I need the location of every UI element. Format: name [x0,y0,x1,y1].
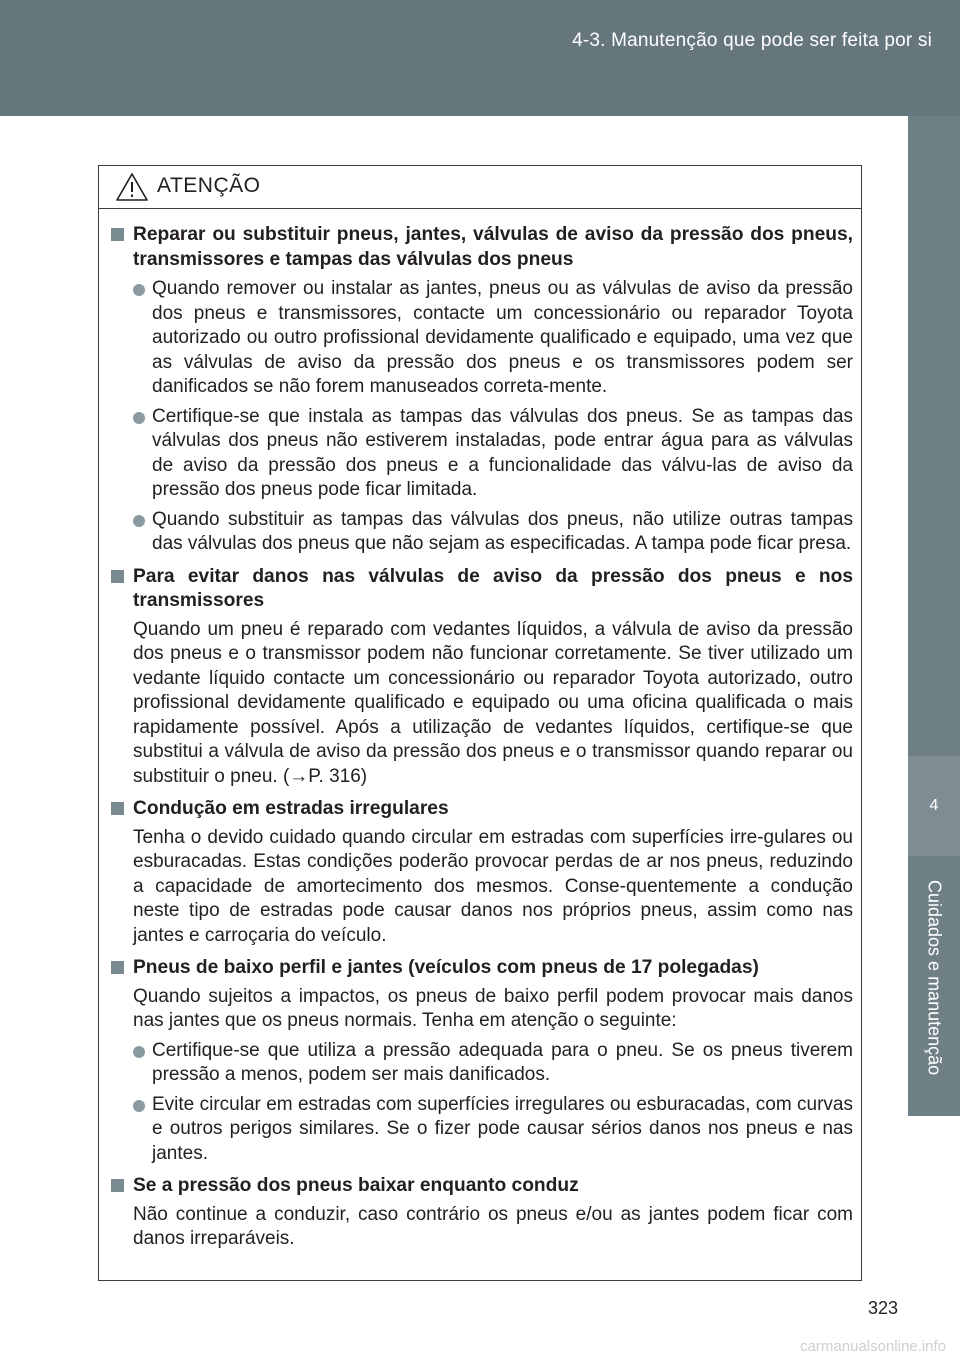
bullet-text: Certifique-se que instala as tampas das válvulas dos pneus. Se as tampas das válvulas dos pneus não estiverem instaladas, pode entrar água para as válvulas de aviso da pressão dos pneus e a funcionalidade das válvu-las de aviso da pressão dos pneus pode ficar limitada. [152,405,853,500]
bullet-text: Certifique-se que utiliza a pressão adequada para o pneu. Se os pneus tiverem pressão a menos, podem ser mais danificados. [152,1039,853,1085]
warning-content [99,209,861,1252]
section-repair [107,223,853,557]
section-low-profile [107,956,853,1166]
round-bullet-icon [133,1100,145,1112]
section-title [107,565,853,614]
section-title [107,1174,853,1199]
section-text: Quando um pneu é reparado com vedantes líquidos, a válvula de aviso da pressão dos pneus e o transmissor podem não funcionar corretamente. Se tiver utilizado um vedante líquido contacte um concessionário ou reparador Toyota autorizado, outro profissional devidamente qualificado e equipado ou uma oficina qualificada o mais rapidamente possível. Após a utilização de vedantes líquidos, certifique-se que substitui a válvula de aviso da pressão dos pneus e o transmissor quando reparar ou substituir o pneu. (→P. 316) [133,618,853,787]
section-pressure-drop [107,1174,853,1252]
section-title-text: Reparar ou substituir pneus, jantes, válvulas de aviso da pressão dos pneus, transmissores e tampas das válvulas dos pneus [133,224,853,270]
section-title-text: Condução em estradas irregulares [133,798,449,819]
square-bullet-icon [111,570,124,583]
bullet-item [107,1039,853,1088]
side-tab-number: 4 [929,797,939,814]
warning-header [99,166,861,209]
page-header [0,0,960,116]
round-bullet-icon [133,412,145,424]
section-title [107,956,853,981]
section-title [107,223,853,272]
section-text: Não continue a conduzir, caso contrário os pneus e/ou as jantes podem ficar com danos irreparáveis. [133,1203,853,1249]
bullet-item [107,405,853,503]
side-tab [908,116,960,1116]
warning-triangle-icon [115,172,149,202]
bullet-item [107,508,853,557]
square-bullet-icon [111,802,124,815]
round-bullet-icon [133,1046,145,1058]
warning-title: ATENÇÃO [157,174,261,197]
side-tab-label: Cuidados e manutenção [924,880,945,1076]
bullet-text: Quando remover ou instalar as jantes, pneus ou as válvulas de aviso da pressão dos pneus e transmissores, contacte um concessionário ou reparador Toyota autorizado ou outro profissional devidamente qualificado e equipado, uma vez que as válvulas de aviso da pressão dos pneus e os transmissores podem ser danificados se não forem manuseados correta-mente. [152,278,853,397]
section-title-text: Pneus de baixo perfil e jantes (veículos com pneus de 17 polegadas) [133,957,759,978]
bullet-item [107,277,853,400]
side-tab-label-box [910,876,958,1206]
watermark: carmanualsonline.info [800,1338,946,1355]
round-bullet-icon [133,284,145,296]
square-bullet-icon [111,961,124,974]
section-title-text: Para evitar danos nas válvulas de aviso da pressão dos pneus e nos transmissores [133,565,853,611]
section-title [107,797,853,822]
side-tab-number-box [908,756,960,856]
section-title-text: Se a pressão dos pneus baixar enquanto conduz [133,1175,579,1196]
bullet-text: Evite circular em estradas com superfícies irregulares ou esburacadas, com curvas e outros perigos similares. Se o fizer pode causar sérios danos nos pneus e nas jantes. [152,1093,853,1164]
section-text: Quando sujeitos a impactos, os pneus de baixo perfil podem provocar mais danos nas jantes que os pneus normais. Tenha em atenção o seguinte: [133,985,853,1031]
round-bullet-icon [133,515,145,527]
bullet-text: Quando substituir as tampas das válvulas dos pneus, não utilize outras tampas das válvulas dos pneus que não sejam as especificadas. A tampa pode ficar presa. [152,508,853,554]
bullet-item [107,1093,853,1167]
page-number: 323 [867,1298,898,1318]
chapter-title: 4-3. Manutenção que pode ser feita por si [572,30,932,51]
section-prevent-damage [107,565,853,790]
square-bullet-icon [111,228,124,241]
square-bullet-icon [111,1179,124,1192]
section-text: Tenha o devido cuidado quando circular em estradas com superfícies irre-gulares ou esburacadas. Estas condições poderão provocar perdas de ar nos pneus, reduzindo a capacidade de amortecimento dos mesmos. Conse-quentemente a condução neste tipo de estradas pode causar danos nos próprios pneus, assim como nas jantes e carroçaria do veículo. [133,826,853,946]
section-rough-roads [107,797,853,948]
warning-box [98,165,862,1281]
